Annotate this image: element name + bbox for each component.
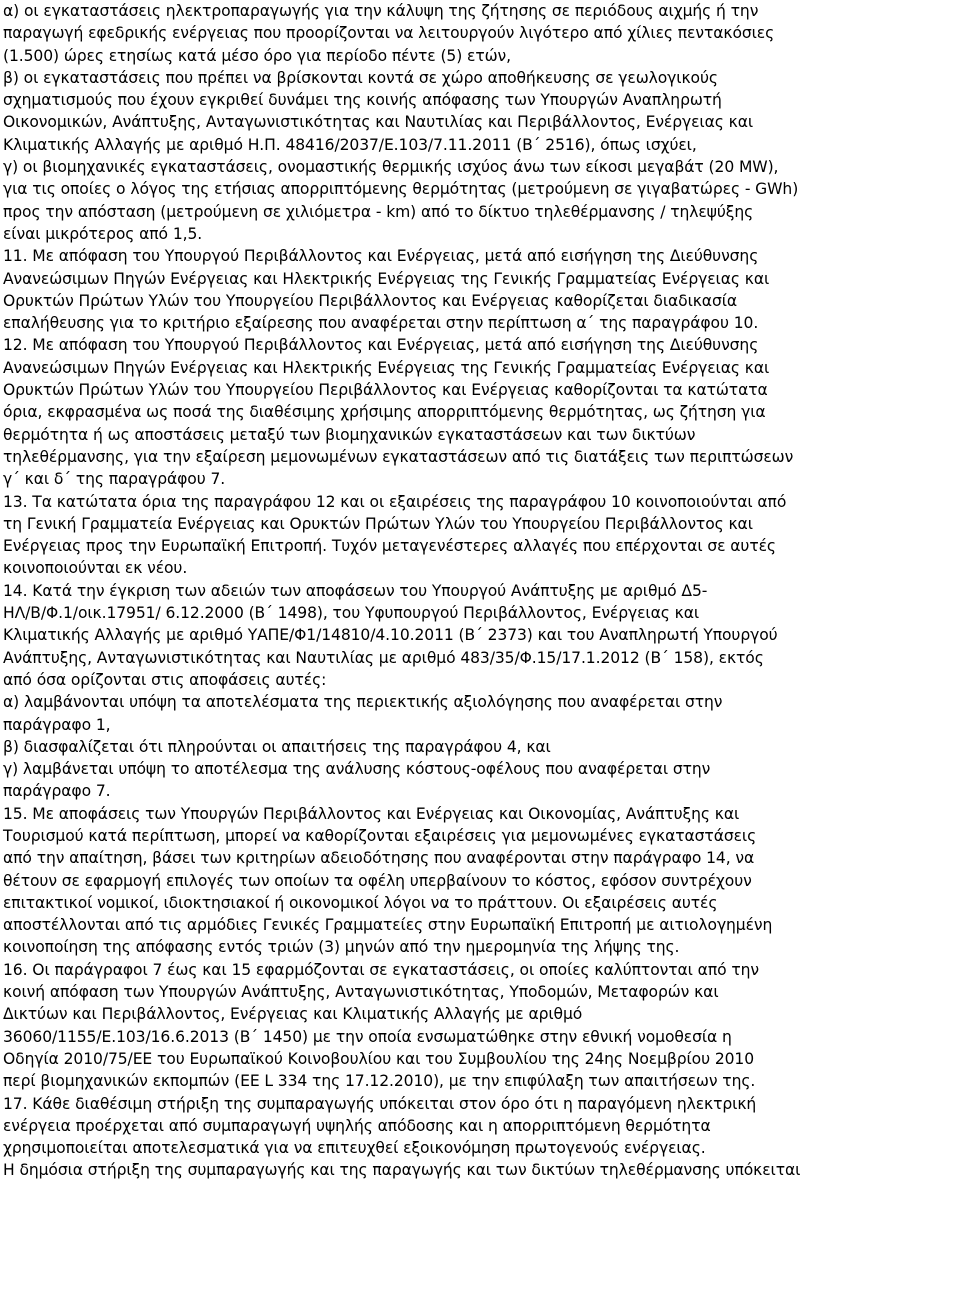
document-line: 14. Κατά την έγκριση των αδειών των αποφάσεων του Υπουργού Ανάπτυξης με αριθμό Δ5- xyxy=(3,581,708,600)
document-line: κοινοποίηση της απόφασης εντός τριών (3) μηνών από την ημερομηνία της λήψης της. xyxy=(3,938,680,957)
document-line: 13. Τα κατώτατα όρια της παραγράφου 12 και οι εξαιρέσεις της παραγράφου 10 κοινοποιούνται από xyxy=(3,492,787,511)
document-line: σχηματισμούς που έχουν εγκριθεί δυνάμει της κοινής απόφασης των Υπουργών Αναπληρωτή xyxy=(3,91,722,110)
document-line: προς την απόσταση (μετρούμενη σε χιλιόμετρα - km) από το δίκτυο τηλεθέρμανσης / τηλεψύξης xyxy=(3,202,754,221)
document-line: 17. Κάθε διαθέσιμη στήριξη της συμπαραγωγής υπόκειται στον όρο ότι η παραγόμενη ηλεκτρική xyxy=(3,1094,757,1113)
document-line: επαλήθευσης για το κριτήριο εξαίρεσης που αναφέρεται στην περίπτωση α΄ της παραγράφου 10. xyxy=(3,314,759,333)
document-line: β) οι εγκαταστάσεις που πρέπει να βρίσκονται κοντά σε χώρο αποθήκευσης σε γεωλογικούς xyxy=(3,68,718,87)
document-line: κοινή απόφαση των Υπουργών Ανάπτυξης, Ανταγωνιστικότητας, Υποδομών, Μεταφορών και xyxy=(3,983,719,1002)
document-line: 36060/1155/Ε.103/16.6.2013 (Β΄ 1450) με την οποία ενσωματώθηκε στην εθνική νομοθεσία η xyxy=(3,1027,732,1046)
document-line: χρησιμοποιείται αποτελεσματικά για να επιτευχθεί εξοικονόμηση πρωτογενούς ενέργειας. xyxy=(3,1139,706,1158)
document-line: α) οι εγκαταστάσεις ηλεκτροπαραγωγής για την κάλυψη της ζήτησης σε περιόδους αιχμής ή την xyxy=(3,2,759,20)
document-line: ΗΛ/Β/Φ.1/οικ.17951/ 6.12.2000 (Β΄ 1498), του Υφυπουργού Περιβάλλοντος, Ενέργειας και xyxy=(3,604,700,623)
document-line: Η δημόσια στήριξη της συμπαραγωγής και της παραγωγής και των δικτύων τηλεθέρμανσης υπόκειται xyxy=(3,1161,801,1180)
document-line: 11. Με απόφαση του Υπουργού Περιβάλλοντος και Ενέργειας, μετά από εισήγηση της Διεύθυνσης xyxy=(3,247,759,266)
document-line: Τουρισμού κατά περίπτωση, μπορεί να καθορίζονται εξαιρέσεις για μεμονωμένες εγκαταστάσεις xyxy=(3,826,757,845)
document-line: παραγωγή εφεδρικής ενέργειας που προορίζονται να λειτουργούν λιγότερο από χίλιες πεντακόσιες xyxy=(3,24,775,43)
document-line: για τις οποίες ο λόγος της ετήσιας απορριπτόμενης θερμότητας (μετρούμενη σε γιγαβατώρες - GWh) xyxy=(3,180,799,199)
document-line: Ανανεώσιμων Πηγών Ενέργειας και Ηλεκτρικής Ενέργειας της Γενικής Γραμματείας Ενέργειας και xyxy=(3,358,770,377)
document-line: τηλεθέρμανσης, για την εξαίρεση μεμονωμένων εγκαταστάσεων από τις διατάξεις των περιπτώσεων xyxy=(3,447,794,466)
document-line: επιτακτικοί νομικοί, ιδιοκτησιακοί ή οικονομικοί λόγοι να το πράττουν. Οι εξαιρέσεις αυτές xyxy=(3,893,718,912)
document-line: Ενέργειας προς την Ευρωπαϊκή Επιτροπή. Τυχόν μεταγενέστερες αλλαγές που επέρχονται σε αυτές xyxy=(3,537,776,556)
document-line: Ανάπτυξης, Ανταγωνιστικότητας και Ναυτιλίας με αριθμό 483/35/Φ.15/17.1.2012 (Β΄ 158), εκτός xyxy=(3,648,764,667)
document-line: Δικτύων και Περιβάλλοντος, Ενέργειας και Κλιματικής Αλλαγής με αριθμό xyxy=(3,1005,583,1024)
document-line: Ορυκτών Πρώτων Υλών του Υπουργείου Περιβάλλοντος και Ενέργειας καθορίζονται τα κατώτατα xyxy=(3,381,768,400)
document-line: 16. Οι παράγραφοι 7 έως και 15 εφαρμόζονται σε εγκαταστάσεις, οι οποίες καλύπτονται από την xyxy=(3,960,759,979)
document-line: από την απαίτηση, βάσει των κριτηρίων αδειοδότησης που αναφέρονται στην παράγραφο 14, να xyxy=(3,849,755,868)
document-line: περί βιομηχανικών εκπομπών (ΕΕ L 334 της 17.12.2010), με την επιφύλαξη των απαιτήσεων της. xyxy=(3,1072,756,1091)
document-line: 12. Με απόφαση του Υπουργού Περιβάλλοντος και Ενέργειας, μετά από εισήγηση της Διεύθυνσης xyxy=(3,336,759,355)
document-line: παράγραφο 7. xyxy=(3,782,111,801)
document-line: όρια, εκφρασμένα ως ποσά της διαθέσιμης χρήσιμης απορριπτόμενης θερμότητας, ως ζήτηση για xyxy=(3,403,766,422)
document-line: γ) οι βιομηχανικές εγκαταστάσεις, ονομαστικής θερμικής ισχύος άνω των είκοσι μεγαβάτ (20 MW), xyxy=(3,158,779,177)
document-line: θερμότητα ή ως αποστάσεις μεταξύ των βιομηχανικών εγκαταστάσεων και των δικτύων xyxy=(3,425,696,444)
document-line: ενέργεια προέρχεται από συμπαραγωγή υψηλής απόδοσης και η απορριπτόμενη θερμότητα xyxy=(3,1116,711,1135)
document-line: παράγραφο 1, xyxy=(3,715,111,734)
document-line: (1.500) ώρες ετησίως κατά μέσο όρο για περίοδο πέντε (5) ετών, xyxy=(3,46,511,65)
document-page xyxy=(3,0,958,1182)
document-line: από όσα ορίζονται στις αποφάσεις αυτές: xyxy=(3,670,327,689)
document-line: κοινοποιούνται εκ νέου. xyxy=(3,559,188,578)
document-line: Ορυκτών Πρώτων Υλών του Υπουργείου Περιβάλλοντος και Ενέργειας καθορίζεται διαδικασία xyxy=(3,291,738,310)
document-line: Ανανεώσιμων Πηγών Ενέργειας και Ηλεκτρικής Ενέργειας της Γενικής Γραμματείας Ενέργειας και xyxy=(3,269,770,288)
document-line: θέτουν σε εφαρμογή επιλογές των οποίων τα οφέλη υπερβαίνουν το κόστος, εφόσον συντρέχουν xyxy=(3,871,752,890)
document-line: β) διασφαλίζεται ότι πληρούνται οι απαιτήσεις της παραγράφου 4, και xyxy=(3,737,551,756)
document-line: γ) λαμβάνεται υπόψη το αποτέλεσμα της ανάλυσης κόστους-οφέλους που αναφέρεται στην xyxy=(3,760,711,779)
document-line: 15. Με αποφάσεις των Υπουργών Περιβάλλοντος και Ενέργειας και Οικονομίας, Ανάπτυξης και xyxy=(3,804,740,823)
document-line: Οδηγία 2010/75/ΕΕ του Ευρωπαϊκού Κοινοβουλίου και του Συμβουλίου της 24ης Νοεμβρίου 2010 xyxy=(3,1049,755,1068)
document-line: α) λαμβάνονται υπόψη τα αποτελέσματα της περιεκτικής αξιολόγησης που αναφέρεται στην xyxy=(3,693,723,712)
document-line: αποστέλλονται από τις αρμόδιες Γενικές Γραμματείες στην Ευρωπαϊκή Επιτροπή με αιτιολογημένη xyxy=(3,916,773,935)
document-line: Κλιματικής Αλλαγής με αριθμό ΥΑΠΕ/Φ1/14810/4.10.2011 (Β΄ 2373) και του Αναπληρωτή Υπουργού xyxy=(3,626,778,645)
document-line: Κλιματικής Αλλαγής με αριθμό Η.Π. 48416/2037/Ε.103/7.11.2011 (Β΄ 2516), όπως ισχύει, xyxy=(3,135,697,154)
document-line: γ΄ και δ΄ της παραγράφου 7. xyxy=(3,470,226,489)
document-line: τη Γενική Γραμματεία Ενέργειας και Ορυκτών Πρώτων Υλών του Υπουργείου Περιβάλλοντος και xyxy=(3,514,753,533)
document-line: είναι μικρότερος από 1,5. xyxy=(3,224,203,243)
document-line: Οικονομικών, Ανάπτυξης, Ανταγωνιστικότητας και Ναυτιλίας και Περιβάλλοντος, Ενέργειας και xyxy=(3,113,754,132)
